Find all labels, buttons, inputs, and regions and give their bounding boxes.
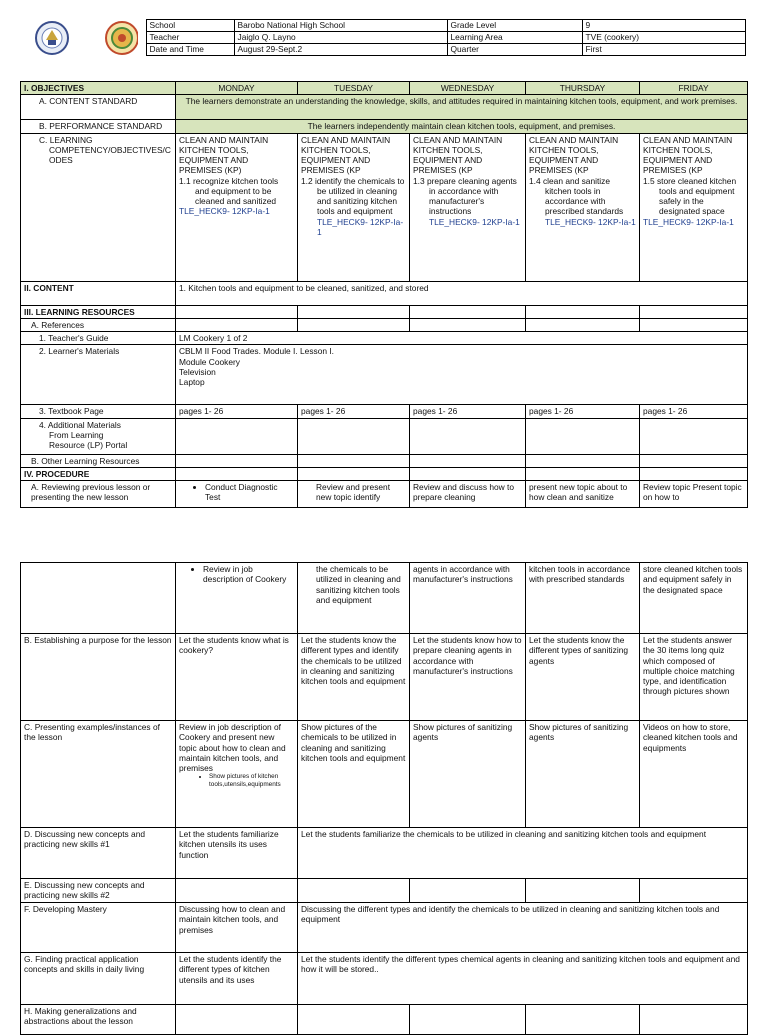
content-standard-label: A. CONTENT STANDARD [21,95,176,120]
competency-objective: 1.1 recognize kitchen tools and equipment to be cleaned and sanitized [179,175,279,206]
procedure-a-wednesday: Review and discuss how to prepare cleaning [410,481,526,508]
learners-materials-item: Television [179,366,216,377]
competency-code: TLE_HECK9- 12KP-Ia-1 [429,216,520,227]
empty-cell [526,418,640,454]
procedure-a-cont-tuesday: the chemicals to be utilized in cleaning and sanitizing kitchen tools and equipment [298,563,410,634]
procedure-c-thursday: Show pictures of sanitizing agents [526,721,640,828]
empty-cell [176,318,298,331]
quarter-value: First [582,44,745,56]
learning-resources-heading: III. LEARNING RESOURCES [21,305,176,318]
content-heading: II. CONTENT [21,281,176,305]
competency-title: EQUIPMENT AND [301,155,371,165]
competency-friday [640,133,748,281]
competency-code: TLE_HECK9- 12KP-Ia-1 [643,216,734,227]
area-label: Learning Area [447,32,582,44]
procedure-heading: IV. PROCEDURE [21,467,176,480]
empty-cell [176,1005,298,1035]
competency-monday [176,133,298,281]
performance-standard-text: The learners independently maintain clean kitchen tools, equipment, and premises. [176,120,748,133]
competency-title: EQUIPMENT AND [179,155,249,165]
empty-cell [176,418,298,454]
empty-cell [410,1005,526,1035]
procedure-f-monday: Discussing how to clean and maintain kitchen tools, and premises [176,903,298,953]
competency-objective: 1.2 identify the chemicals to be utilized in cleaning and sanitizing kitchen tools and equipment [301,175,405,217]
procedure-b-monday: Let the students know what is cookery? [176,634,298,721]
grade-label: Grade Level [447,20,582,32]
learners-materials-label: 2. Learner's Materials [21,345,176,405]
date-value: August 29-Sept.2 [234,44,447,56]
empty-cell [526,318,640,331]
procedure-h-label: H. Making generalizations and abstractions about the lesson [21,1005,176,1035]
day-header-friday: FRIDAY [640,82,748,95]
school-value: Barobo National High School [234,20,447,32]
empty-cell [298,454,410,467]
learners-materials-item: Module Cookery [179,356,240,367]
procedure-b-friday: Let the students answer the 30 items long quiz which composed of multiple choice matching type, and identification through pictures shown [640,634,748,721]
procedure-d-rest: Let the students familiarize the chemicals to be utilized in cleaning and sanitizing kitchen tools and equipment [298,828,748,879]
teacher-label: Teacher [146,32,234,44]
learners-materials-list [176,345,748,405]
competency-title: KITCHEN TOOLS, [301,144,371,155]
competency-label-line: C. LEARNING [39,134,93,145]
procedure-e-label: E. Discussing new concepts and practicing new skills #2 [21,879,176,903]
procedure-c-monday [176,721,298,828]
textbook-pages-friday: pages 1- 26 [640,405,748,418]
competency-wednesday [410,133,526,281]
competency-title: PREMISES (KP [643,165,703,176]
competency-title: CLEAN AND MAINTAIN [643,134,733,145]
empty-cell [176,454,298,467]
empty-cell [176,879,298,903]
procedure-c-label: C. Presenting examples/instances of the lesson [21,721,176,828]
empty-cell [640,305,748,318]
textbook-label: 3. Textbook Page [21,405,176,418]
day-header-wednesday: WEDNESDAY [410,82,526,95]
additional-materials-label [21,418,176,454]
procedure-c-text: Review in job description of Cookery and present new topic about how to clean and maintain kitchen tools, and premises [179,722,286,773]
procedure-bullet: • Show pictures of kitchen tools,utensils,equipments [209,773,294,789]
empty-cell [526,454,640,467]
empty-cell [298,879,410,903]
competency-code: TLE_HECK9- 12KP-Ia-1 [179,206,270,217]
procedure-a-friday: Review topic Present topic on how to [640,481,748,508]
textbook-pages-tuesday: pages 1- 26 [298,405,410,418]
empty-cell [21,563,176,634]
day-header-monday: MONDAY [176,82,298,95]
quarter-label: Quarter [447,44,582,56]
empty-cell [410,418,526,454]
empty-cell [298,318,410,331]
competency-tuesday [298,133,410,281]
procedure-b-thursday: Let the students know the different types of sanitizing agents [526,634,640,721]
empty-cell [298,305,410,318]
empty-cell [298,418,410,454]
procedure-c-wednesday: Show pictures of sanitizing agents [410,721,526,828]
competency-title: CLEAN AND MAINTAIN [413,134,503,145]
competency-title: PREMISES (KP [301,165,361,176]
empty-cell [526,467,640,480]
empty-cell [410,318,526,331]
empty-cell [640,467,748,480]
textbook-pages-monday: pages 1- 26 [176,405,298,418]
competency-title: KITCHEN TOOLS, [179,144,249,155]
procedure-a-cont-thursday: kitchen tools in accordance with prescribed standards [526,563,640,634]
procedure-b-tuesday: Let the students know the different types and identify the chemicals to be utilized in cleaning and sanitizing kitchen tools and equipment [298,634,410,721]
procedure-g-monday: Let the students identify the different types of kitchen utensils and its uses [176,953,298,1005]
competency-title: KITCHEN TOOLS, [413,144,483,155]
competency-title: CLEAN AND MAINTAIN [529,134,619,145]
procedure-table [20,562,748,1035]
learners-materials-item: CBLM II Food Trades. Module I. Lesson I. [179,346,335,357]
header-info-table [20,19,746,56]
empty-cell [410,467,526,480]
empty-cell [176,467,298,480]
procedure-g-label: G. Finding practical application concepts and skills in daily living [21,953,176,1005]
content-text: 1. Kitchen tools and equipment to be cleaned, sanitized, and stored [176,281,748,305]
procedure-d-monday: Let the students familiarize kitchen utensils its uses function [176,828,298,879]
textbook-pages-thursday: pages 1- 26 [526,405,640,418]
empty-cell [410,454,526,467]
day-header-thursday: THURSDAY [526,82,640,95]
competency-title: PREMISES (KP [529,165,589,176]
competency-title: EQUIPMENT AND [643,155,713,165]
procedure-bullet: • Review in job description of Cookery [203,564,294,585]
competency-title: KITCHEN TOOLS, [529,144,599,155]
competency-title: KITCHEN TOOLS, [643,144,713,155]
empty-cell [526,879,640,903]
empty-cell [526,305,640,318]
procedure-b-label: B. Establishing a purpose for the lesson [21,634,176,721]
procedure-d-label: D. Discussing new concepts and practicing new skills #1 [21,828,176,879]
competency-title: EQUIPMENT AND [413,155,483,165]
competency-title: PREMISES (KP [413,165,473,176]
textbook-pages-wednesday: pages 1- 26 [410,405,526,418]
teachers-guide-text: LM Cookery 1 of 2 [176,332,748,345]
performance-standard-label: B. PERFORMANCE STANDARD [21,120,176,133]
content-standard-text: The learners demonstrate an understanding the knowledge, skills, and attitudes required in maintaining kitchen tools, equipment, and work premises. [176,95,748,120]
procedure-b-wednesday: Let the students know how to prepare cleaning agents in accordance with manufacturer's instructions [410,634,526,721]
competency-objective: 1.5 store cleaned kitchen tools and equipment safely in the designated space [643,175,737,217]
empty-cell [410,305,526,318]
empty-cell [298,467,410,480]
empty-cell [640,879,748,903]
school-label: School [146,20,234,32]
empty-cell [298,1005,410,1035]
competency-code: TLE_HECK9- 12KP-Ia-1 [545,216,636,227]
empty-cell [640,318,748,331]
empty-cell [640,454,748,467]
procedure-a-tuesday: Review and present new topic identify [298,481,410,508]
procedure-c-friday: Videos on how to store, cleaned kitchen tools and equipments [640,721,748,828]
learners-materials-item: Laptop [179,377,205,387]
competency-title: PREMISES (KP) [179,165,242,176]
grade-value: 9 [582,20,745,32]
teacher-value: Jaiglo Q. Layno [234,32,447,44]
procedure-f-label: F. Developing Mastery [21,903,176,953]
dll-table [20,81,748,508]
empty-cell [526,1005,640,1035]
competency-thursday [526,133,640,281]
competency-title: CLEAN AND MAINTAIN [179,134,269,145]
procedure-g-rest: Let the students identify the different types chemical agents in cleaning and sanitizing kitchen tools and equipment and how it will be stored.. [298,953,748,1005]
competency-title: CLEAN AND MAINTAIN [301,134,391,145]
references-label: A. References [21,318,176,331]
procedure-c-tuesday: Show pictures of the chemicals to be utilized in cleaning and sanitizing kitchen tools and equipment [298,721,410,828]
competency-label [21,133,176,281]
procedure-f-rest: Discussing the different types and identify the chemicals to be utilized in cleaning and sanitizing kitchen tools and equipment [298,903,748,953]
competency-title: EQUIPMENT AND [529,155,599,165]
procedure-a-cont-wednesday: agents in accordance with manufacturer's instructions [410,563,526,634]
empty-cell [410,879,526,903]
procedure-a-cont-friday: store cleaned kitchen tools and equipment safely in the designated space [640,563,748,634]
additional-materials-line: 4. Additional Materials [39,419,121,430]
other-resources-label: B. Other Learning Resources [21,454,176,467]
date-label: Date and Time [146,44,234,56]
competency-objective: 1.4 clean and sanitize kitchen tools in accordance with prescribed standards [529,175,624,217]
additional-materials-line: From Learning [49,429,104,440]
competency-label-line: COMPETENCY/OBJECTIVES/C [49,144,171,155]
teachers-guide-label: 1. Teacher's Guide [21,332,176,345]
procedure-a-monday [176,481,298,508]
competency-code: TLE_HECK9- 12KP-Ia-1 [317,216,404,237]
area-value: TVE (cookery) [582,32,745,44]
additional-materials-line: Resource (LP) Portal [49,440,128,450]
procedure-bullet: • Conduct Diagnostic Test [205,482,294,503]
competency-objective: 1.3 prepare cleaning agents in accordance with manufacturer's instructions [413,175,517,217]
day-header-tuesday: TUESDAY [298,82,410,95]
logo-cell [20,20,146,56]
empty-cell [176,305,298,318]
procedure-a-thursday: present new topic about to how clean and sanitize [526,481,640,508]
procedure-a-label: A. Reviewing previous lesson or presenting the new lesson [21,481,176,508]
empty-cell [640,418,748,454]
procedure-a-cont-monday [176,563,298,634]
competency-label-line: ODES [49,155,73,165]
empty-cell [640,1005,748,1035]
objectives-heading: I. OBJECTIVES [21,82,176,95]
